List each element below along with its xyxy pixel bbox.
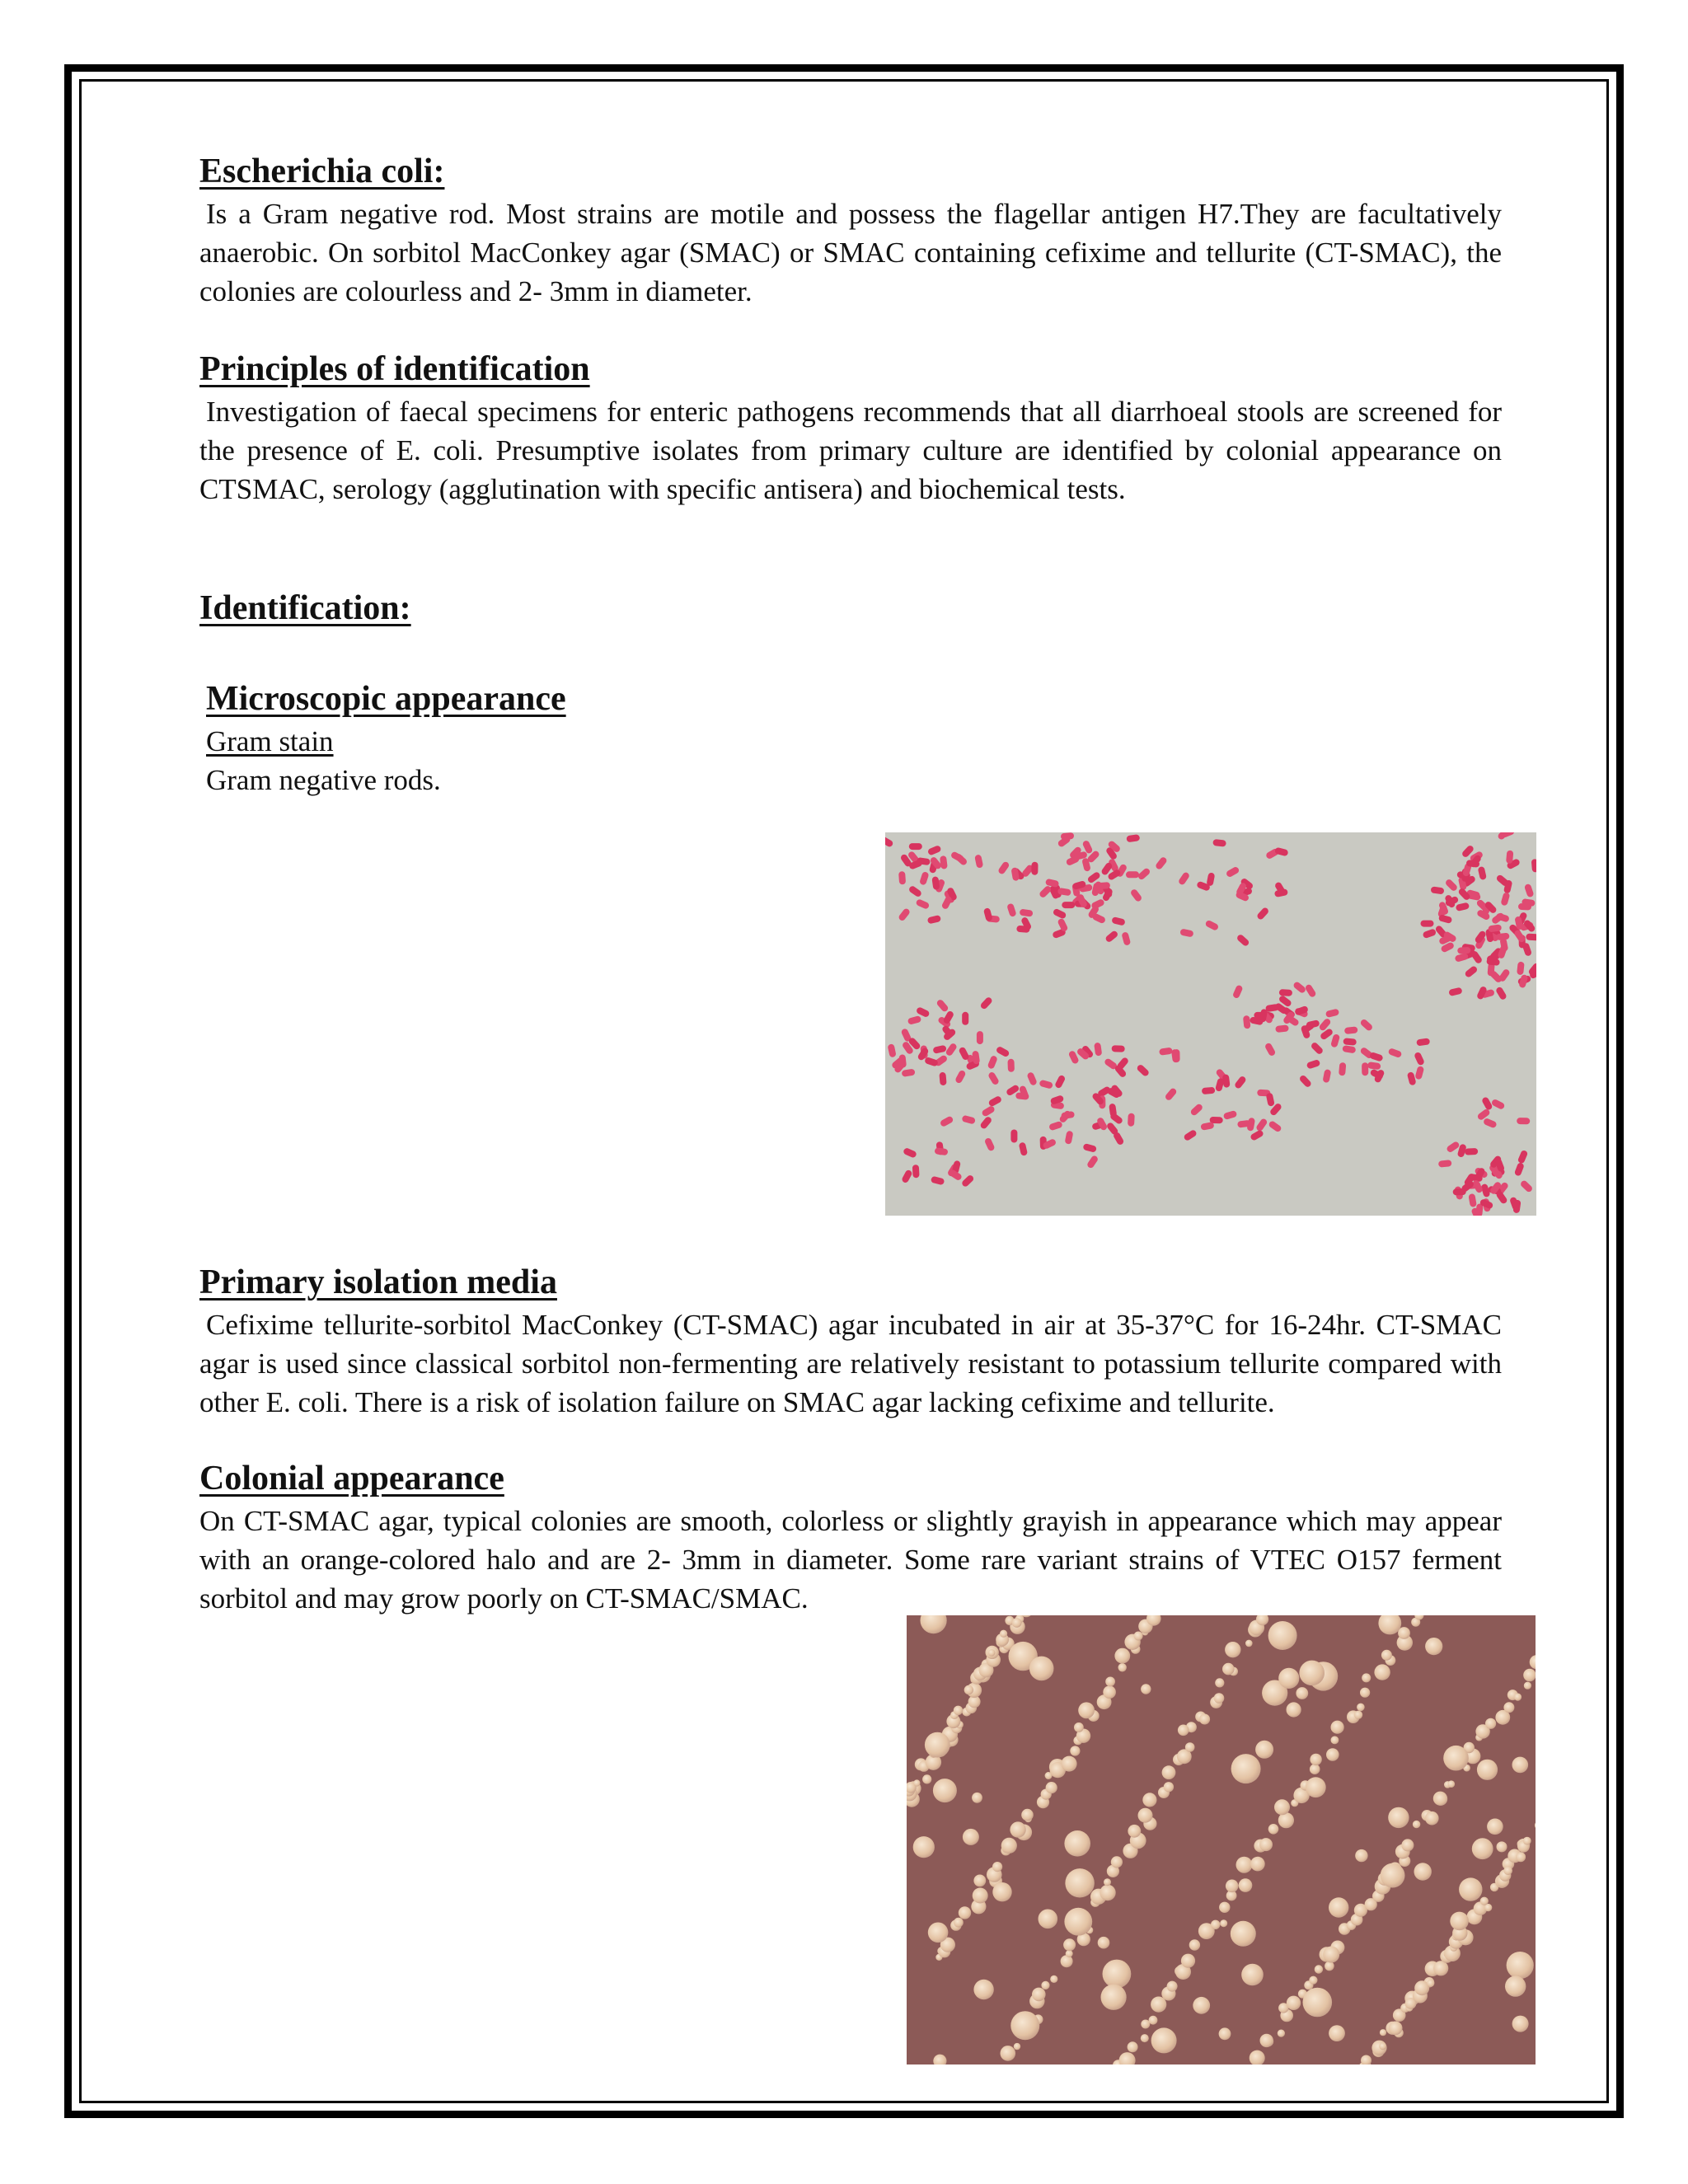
colony [913, 1836, 935, 1858]
colony [1306, 1777, 1326, 1797]
section-identification [199, 585, 1502, 631]
colony [1211, 1920, 1220, 1929]
colony [1296, 1687, 1308, 1699]
colony [1274, 1799, 1290, 1815]
colony [1098, 1937, 1110, 1949]
colony [1164, 1782, 1174, 1792]
colony [1310, 1754, 1321, 1765]
colony [1105, 1677, 1115, 1687]
principles-paragraph: Investigation of faecal specimens for enteric pathogens recommends that all diarrhoeal stools are screened for the presence of E. coli. Presumptive isolates from primary culture are identified by colonial appearance on CTSMAC, serology (agglutination with specific antisera) and biochemical tests. [199, 396, 1502, 505]
rod-cell [1517, 1118, 1530, 1124]
colony [1245, 1640, 1253, 1647]
gram-stain-photo [885, 832, 1536, 1216]
colonial-heading: Colonial appearance [199, 1460, 504, 1497]
colony [1512, 2016, 1529, 2032]
colony [928, 1923, 949, 1943]
colony [1268, 1824, 1279, 1835]
colony [1189, 1939, 1200, 1950]
colony [1505, 1975, 1526, 1996]
colony [1142, 1793, 1156, 1807]
colony [1480, 1897, 1489, 1905]
colony [1185, 1742, 1195, 1752]
gram-stain-subheading-line [199, 722, 1502, 761]
colony [1041, 1981, 1049, 1990]
colony [1241, 1964, 1264, 1986]
colony [992, 1882, 1011, 1901]
rod-cell [1173, 1049, 1179, 1062]
colony [1219, 1902, 1230, 1913]
colony [1450, 1912, 1469, 1931]
colony [1523, 1669, 1536, 1681]
colony [1443, 1746, 1469, 1771]
colony [964, 1685, 973, 1694]
rod-cell [898, 871, 906, 885]
colony [1236, 1857, 1253, 1873]
colony [1514, 1694, 1522, 1701]
colony [1354, 1711, 1362, 1719]
colony [1287, 1702, 1301, 1717]
colony [1141, 2034, 1149, 2042]
colony [1012, 1618, 1022, 1628]
colony [1032, 1988, 1046, 2002]
colony [1214, 1693, 1225, 1704]
colony [1427, 1980, 1434, 1987]
colony [1357, 1704, 1365, 1712]
colony [1039, 1910, 1058, 1929]
colony [954, 1918, 964, 1928]
colony [1066, 1950, 1073, 1957]
gram-stain-subheading: Gram stain [206, 725, 334, 757]
rod-cell [1362, 1062, 1368, 1076]
colony [1226, 1880, 1239, 1893]
colony [1078, 1702, 1095, 1718]
agar-plate-photo [907, 1615, 1536, 2064]
colony [1128, 2041, 1138, 2052]
colony [1434, 1793, 1447, 1806]
colony [1063, 1938, 1076, 1951]
colony [1178, 1725, 1189, 1736]
colony [1001, 2046, 1016, 2061]
colony [1104, 1878, 1111, 1886]
colony [1103, 1685, 1116, 1699]
rod-cell [1126, 871, 1139, 878]
colony [1074, 1722, 1084, 1732]
colony [1167, 1981, 1178, 1992]
colony [1448, 1780, 1456, 1788]
colony [1425, 1638, 1442, 1655]
rod-cell [1457, 947, 1470, 954]
rod-cell [962, 1012, 968, 1025]
colony [1103, 1960, 1132, 1989]
colony [1287, 1996, 1301, 2010]
ecoli-heading: Escherichia coli: [199, 152, 445, 190]
colony [988, 1649, 996, 1657]
rod-cell [909, 843, 922, 850]
rod-cell [1062, 902, 1075, 908]
colony [963, 1829, 979, 1845]
colony [1512, 1757, 1529, 1774]
colony [1138, 1808, 1153, 1823]
rod-cell [912, 1165, 920, 1178]
colony [1414, 1863, 1432, 1880]
colony [1193, 1997, 1210, 2014]
microscopic-heading: Microscopic appearance [206, 680, 566, 718]
colony [1389, 2022, 1403, 2036]
primary-media-heading: Primary isolation media [199, 1263, 557, 1301]
principles-heading: Principles of identification [199, 350, 590, 388]
section-principles [199, 346, 1502, 509]
colony [1111, 1856, 1123, 1868]
colony [1503, 1702, 1514, 1713]
colonial-paragraph: On CT-SMAC agar, typical colonies are smooth, colorless or slightly grayish in appearance which may appear with an orange-colored halo and are 2- 3mm in diameter. Some rare variant strains of VTEC O157 ferment sorbitol and may grow poorly on CT-SMAC/SMAC. [199, 1505, 1502, 1615]
colony [1029, 1657, 1054, 1681]
colony [972, 1793, 982, 1803]
microscopic-text: Gram negative rods. [206, 764, 441, 796]
rod-cell [1010, 1130, 1017, 1143]
colony [1199, 1714, 1210, 1725]
colony [1325, 1961, 1334, 1971]
colony [1151, 2027, 1177, 2053]
colony [1220, 1919, 1227, 1927]
colony [1162, 1765, 1176, 1779]
colony [1050, 1975, 1057, 1983]
colony [1523, 1837, 1531, 1845]
primary-media-paragraph: Cefixime tellurite-sorbitol MacConkey (CT-SMAC) agar incubated in air at 35-37°C for 16-24hr. CT-SMAC agar is used since classical sorbitol non-fermenting are relatively resistant to potassium tellurite compared with other E. coli. There is a risk of isolation failure on SMAC agar lacking cefixime and tellurite. [199, 1309, 1502, 1418]
colony [1065, 1868, 1094, 1897]
colony [1151, 1997, 1166, 2013]
colony [973, 1875, 986, 1887]
colony [1381, 1650, 1392, 1661]
colony [1114, 1648, 1130, 1664]
colony [1128, 1825, 1141, 1838]
colony [1260, 2034, 1273, 2047]
colony [992, 1862, 1002, 1872]
colony [1046, 1782, 1057, 1793]
colony [1231, 1754, 1261, 1783]
colony [1255, 1741, 1273, 1759]
identification-heading: Identification: [199, 589, 411, 627]
colony [1326, 1748, 1339, 1761]
section-microscopic [199, 676, 1502, 799]
colony [1516, 1852, 1526, 1862]
rod-cell [1007, 1059, 1015, 1072]
colony [1507, 1952, 1534, 1979]
colony [1250, 1857, 1265, 1872]
colony [913, 1779, 920, 1786]
colony [1331, 1736, 1339, 1745]
rod-cell [1097, 882, 1111, 889]
colony [1064, 1908, 1092, 1936]
colony [1215, 1678, 1224, 1687]
rod-cell [1465, 1148, 1478, 1155]
colony [973, 1980, 993, 1999]
colony [1149, 2016, 1158, 2025]
colony [1000, 1630, 1007, 1638]
section-colonial [199, 1455, 1502, 1618]
colony [1329, 2025, 1345, 2041]
colony [1222, 1663, 1235, 1675]
colony [959, 1906, 971, 1919]
colony [973, 1888, 988, 1904]
colony [1278, 2030, 1285, 2037]
colony [1278, 1668, 1299, 1689]
colony [1413, 1821, 1420, 1828]
section-ecoli [199, 148, 1502, 311]
colony [1425, 1811, 1439, 1825]
colony [1360, 1688, 1370, 1698]
colony [1014, 2043, 1020, 2050]
colony [1331, 1721, 1344, 1734]
colony [1374, 1664, 1390, 1680]
rod-cell [1112, 1045, 1125, 1052]
colony [1231, 1921, 1256, 1947]
ecoli-paragraph: Is a Gram negative rod. Most strains are motile and possess the flagellar antigen H7.They are facultatively anaerobic. On sorbitol MacConkey agar (SMAC) or SMAC containing cefixime and tellurite (CT-SMAC), the colonies are colourless and 2- 3mm in diameter. [199, 198, 1502, 307]
section-primary-media [199, 1259, 1502, 1422]
colony [1329, 1897, 1348, 1917]
colony [1141, 1684, 1151, 1694]
colony [1309, 1976, 1317, 1985]
colony [1225, 1642, 1240, 1657]
colony [1001, 1838, 1017, 1854]
colony [1021, 1809, 1034, 1821]
colony [1315, 1965, 1323, 1973]
rod-cell [1279, 989, 1292, 996]
colony [1141, 2020, 1150, 2029]
rod-cell [1031, 862, 1038, 875]
colony [1433, 1961, 1448, 1975]
colony [1310, 1764, 1320, 1774]
colony [1062, 1756, 1077, 1772]
colony [1070, 1746, 1080, 1755]
colony [1401, 1839, 1414, 1851]
colony [1219, 2027, 1231, 2040]
colony [1064, 1830, 1090, 1857]
rod-cell [977, 1031, 983, 1044]
colony [1355, 1849, 1367, 1862]
colony [1100, 1885, 1115, 1900]
colony [1379, 2042, 1386, 2050]
colony [1459, 1877, 1482, 1900]
rod-cell [1421, 921, 1434, 927]
colony [1010, 1821, 1025, 1837]
colony [1303, 1988, 1333, 2018]
colony [1181, 1954, 1195, 1968]
colony [954, 1706, 963, 1715]
colony [1485, 1718, 1496, 1729]
colony [1010, 2011, 1039, 2040]
colony [933, 1779, 957, 1802]
colony [1388, 1807, 1409, 1828]
rod-cell [1518, 903, 1531, 911]
colony [1259, 1838, 1273, 1851]
colony [1524, 1682, 1531, 1690]
colony [1362, 1673, 1371, 1682]
colony [1268, 1621, 1297, 1650]
colony [1299, 1661, 1325, 1686]
colony [1134, 1632, 1143, 1641]
colony [1381, 1863, 1405, 1888]
colony [1118, 1663, 1127, 1671]
colony [1323, 1947, 1339, 1963]
colony [922, 1774, 931, 1783]
colony [1380, 2029, 1386, 2036]
colony [1503, 1866, 1512, 1875]
colony [1472, 1838, 1493, 1859]
colony [1487, 1819, 1503, 1835]
colony [1239, 1878, 1253, 1892]
rod-cell [1128, 1113, 1135, 1127]
colony [1477, 1760, 1498, 1780]
colony [1497, 1841, 1507, 1852]
colony [1101, 1985, 1127, 2010]
colony [925, 1732, 950, 1758]
